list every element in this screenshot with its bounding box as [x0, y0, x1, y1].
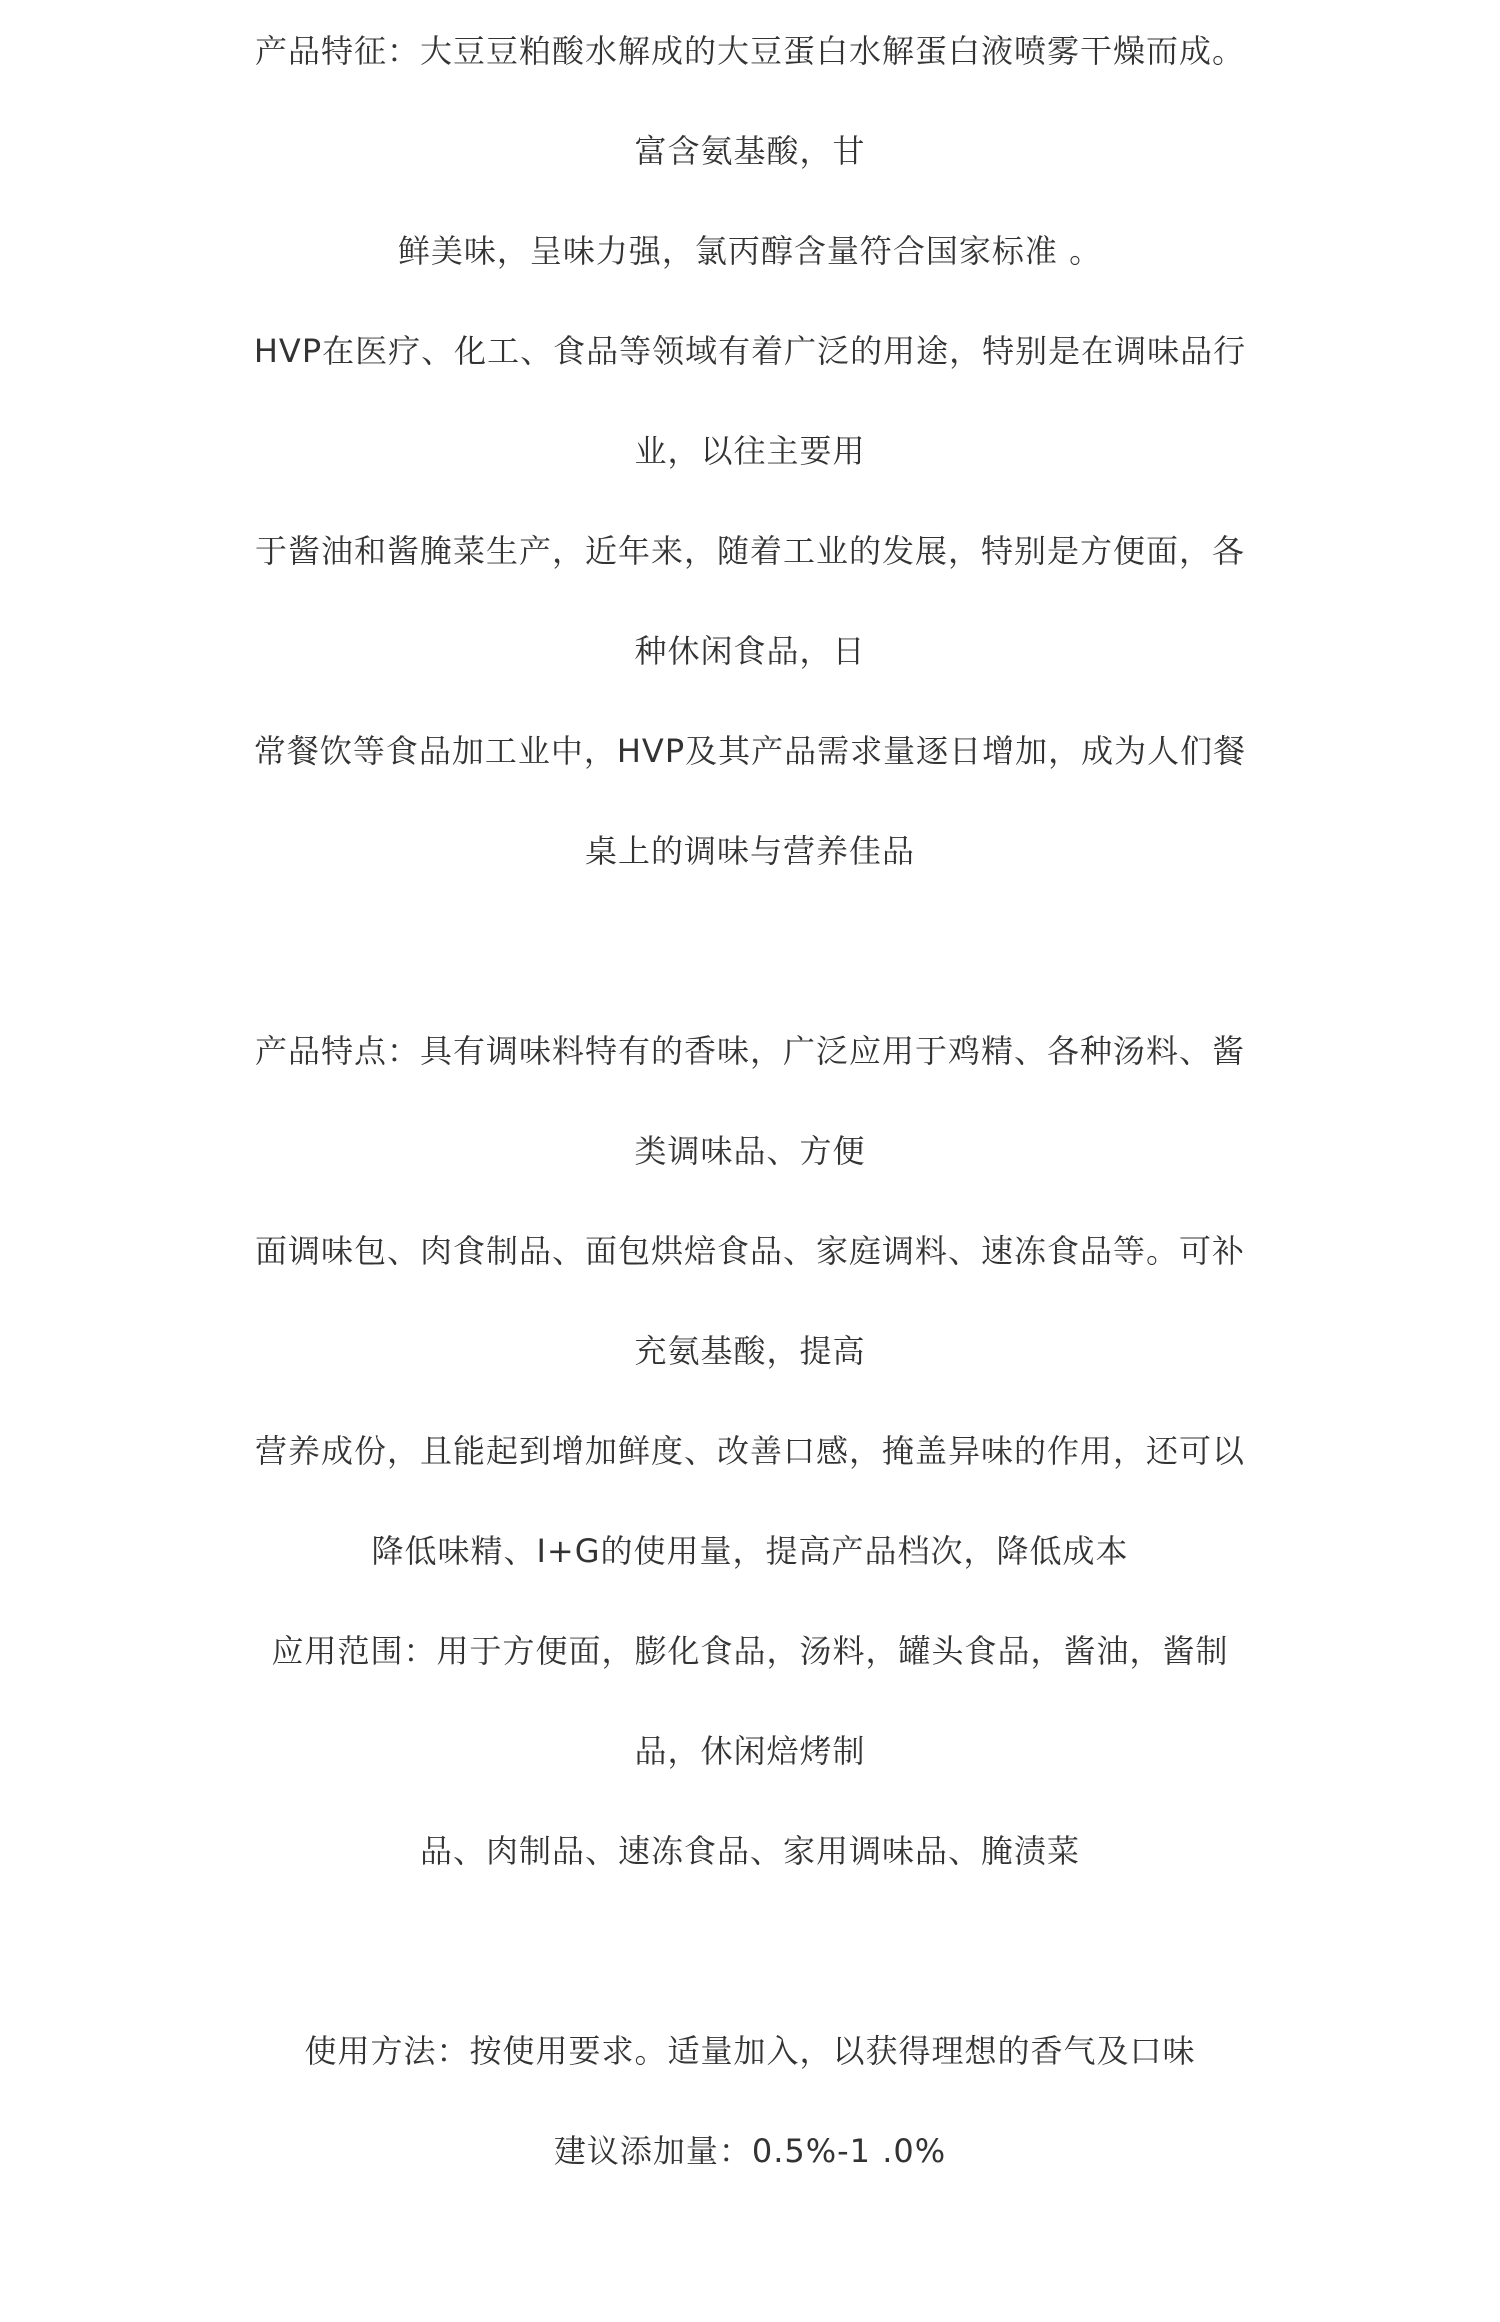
text-line: 建议添加量：0.5%-1 .0%: [553, 2132, 947, 2170]
text-line: 充氨基酸，提高: [634, 1332, 866, 1370]
text-line: 于酱油和酱腌菜生产，近年来，随着工业的发展，特别是方便面，各: [254, 532, 1245, 570]
text-line: 应用范围：用于方便面，膨化食品，汤料，罐头食品，酱油，酱制: [271, 1632, 1229, 1670]
text-line: 面调味包、肉食制品、面包烘焙食品、家庭调料、速冻食品等。可补: [254, 1232, 1245, 1270]
text-line: 种休闲食品，日: [634, 632, 866, 670]
text-line: 使用方法：按使用要求。适量加入，以获得理想的香气及口味: [304, 2032, 1196, 2070]
text-line: 品、肉制品、速冻食品、家用调味品、腌渍菜: [419, 1832, 1080, 1870]
text-line: 降低味精、I+G的使用量，提高产品档次，降低成本: [371, 1532, 1129, 1570]
text-line: 富含氨基酸，甘: [634, 132, 866, 170]
text-line: 产品特征：大豆豆粕酸水解成的大豆蛋白水解蛋白液喷雾干燥而成。: [254, 32, 1245, 70]
text-line: 常餐饮等食品加工业中，HVP及其产品需求量逐日增加，成为人们餐: [253, 732, 1247, 770]
text-line: 桌上的调味与营养佳品: [584, 832, 915, 870]
text-line: 类调味品、方便: [634, 1132, 866, 1170]
text-line: HVP在医疗、化工、食品等领域有着广泛的用途，特别是在调味品行: [253, 332, 1247, 370]
text-line: 业，以往主要用: [634, 432, 866, 470]
text-line: 营养成份，且能起到增加鲜度、改善口感，掩盖异味的作用，还可以: [254, 1432, 1245, 1470]
text-line: 产品特点：具有调味料特有的香味，广泛应用于鸡精、各种汤料、酱: [254, 1032, 1245, 1070]
text-line: 鲜美味，呈味力强，氯丙醇含量符合国家标准 。: [397, 232, 1103, 270]
text-line: 品，休闲焙烤制: [634, 1732, 866, 1770]
